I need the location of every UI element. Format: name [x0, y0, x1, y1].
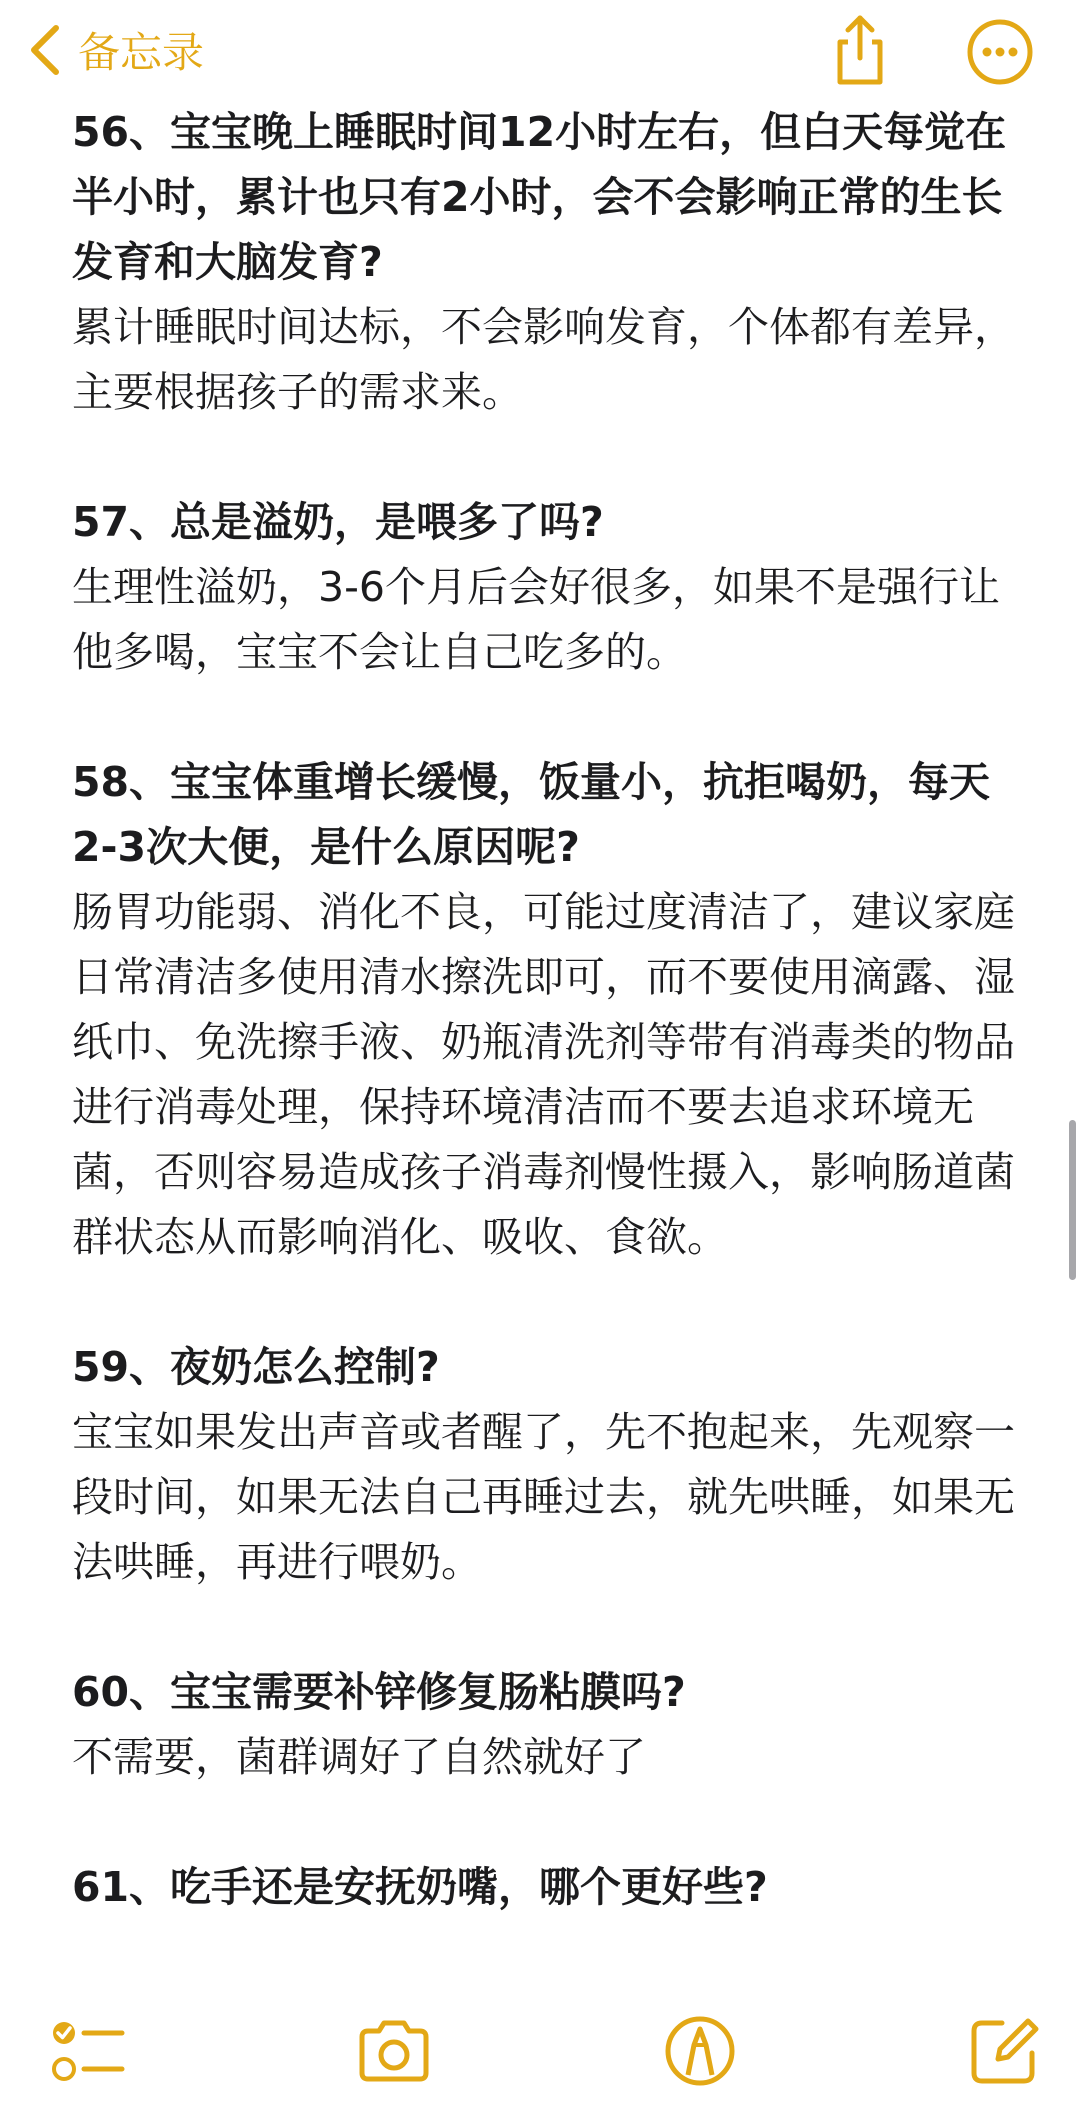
note-body[interactable] [72, 100, 1032, 1985]
question-text: 56、宝宝晚上睡眠时间12小时左右，但白天每觉在半小时，累计也只有2小时，会不会影响正常的生长发育和大脑发育? [72, 108, 1007, 286]
qa-item [72, 100, 1032, 425]
question-text: 58、宝宝体重增长缓慢，饭量小，抗拒喝奶，每天2-3次大便，是什么原因呢? [72, 758, 991, 871]
markup-button[interactable] [658, 2009, 742, 2093]
navigation-bar [0, 0, 1080, 100]
qa-item [72, 1660, 1032, 1790]
answer-text: 宝宝如果发出声音或者醒了，先不抱起来，先观察一段时间，如果无法自己再睡过去，就先哄睡，如果无法哄睡，再进行喂奶。 [72, 1408, 1015, 1586]
back-label: 备忘录 [78, 28, 205, 77]
qa-item [72, 490, 1032, 685]
ellipsis-circle-icon [962, 12, 1038, 88]
checklist-icon [46, 2009, 130, 2093]
checklist-button[interactable] [46, 2009, 130, 2093]
answer-text: 肠胃功能弱、消化不良，可能过度清洁了，建议家庭日常清洁多使用清水擦洗即可，而不要使用滴露、湿纸巾、免洗擦手液、奶瓶清洗剂等带有消毒类的物品进行消毒处理，保持环境清洁而不要去追求环境无菌，否则容易造成孩子消毒剂慢性摄入，影响肠道菌群状态从而影响消化、吸收、食欲。 [72, 888, 1015, 1261]
more-button[interactable] [962, 12, 1038, 88]
question-text: 60、宝宝需要补锌修复肠粘膜吗? [72, 1668, 686, 1716]
chevron-left-icon [28, 24, 62, 76]
camera-button[interactable] [352, 2009, 436, 2093]
qa-item [72, 1335, 1032, 1595]
share-icon [822, 12, 898, 88]
question-text: 61、吃手还是安抚奶嘴，哪个更好些? [72, 1863, 768, 1911]
question-text: 57、总是溢奶，是喂多了吗? [72, 498, 604, 546]
qa-item [72, 1855, 1032, 1920]
answer-text: 累计睡眠时间达标，不会影响发育，个体都有差异，主要根据孩子的需求来。 [72, 303, 1015, 416]
compose-button[interactable] [962, 2009, 1046, 2093]
question-text: 59、夜奶怎么控制? [72, 1343, 440, 1391]
back-button[interactable] [28, 10, 204, 90]
compose-icon [962, 2009, 1046, 2093]
answer-text: 不需要，菌群调好了自然就好了 [72, 1733, 646, 1781]
share-button[interactable] [822, 12, 898, 88]
scroll-indicator[interactable] [1069, 1120, 1076, 1280]
answer-text: 生理性溢奶，3-6个月后会好很多，如果不是强行让他多喝，宝宝不会让自己吃多的。 [72, 563, 1000, 676]
qa-item [72, 750, 1032, 1270]
bottom-toolbar [0, 1995, 1080, 2107]
camera-icon [352, 2009, 436, 2093]
markup-pen-icon [658, 2009, 742, 2093]
